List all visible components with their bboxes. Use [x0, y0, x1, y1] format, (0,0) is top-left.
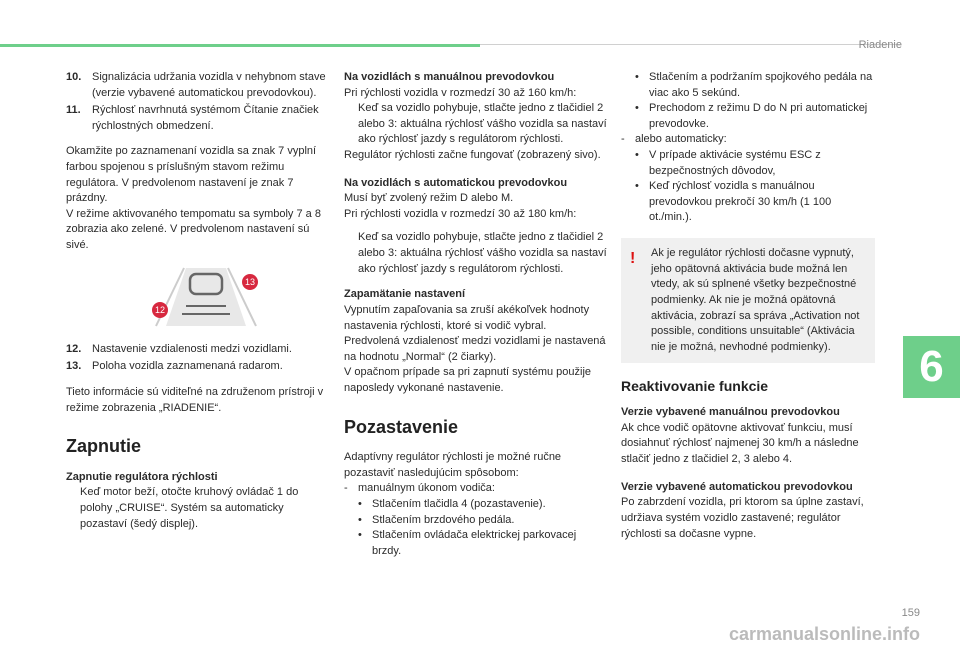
instruction-step: Keď sa vozidlo pohybuje, stlačte jedno z tlačidiel 2 alebo 3: aktuálna rýchlosť vášho vozidla sa nastaví ako rýchlosť jazdy s regulátorom rýchlosti.: [344, 230, 608, 277]
column-3: [621, 70, 875, 550]
subheading: Zapamätanie nastavení: [344, 288, 466, 301]
list-item: • V prípade aktivácie systému ESC z bezpečnostných dôvodov,: [635, 149, 821, 177]
paragraph: Pri rýchlosti vozidla v rozmedzí 30 až 160 km/h:: [344, 86, 577, 99]
arrow-icon: [66, 485, 80, 532]
list-item: • Prechodom z režimu D do N pri automatickej prevodovke.: [635, 102, 868, 130]
paragraph: Ak chce vodič opätovne aktivovať funkciu, musí dosiahnuť rýchlosť najmenej 30 km/h a následne stlačiť jedno z tlačidiel 2, 3 alebo 4.: [621, 421, 859, 466]
legend-item-12: 12. Nastavenie vzdialenosti medzi vozidlami.: [66, 342, 292, 355]
subheading: Na vozidlách s manuálnou prevodovkou: [344, 71, 555, 83]
paragraph: Adaptívny regulátor rýchlosti je možné ručne pozastaviť nasledujúcim spôsobom:: [344, 451, 562, 479]
heading-zapnutie: Zapnutie: [66, 436, 141, 457]
list-item: • Keď rýchlosť vozidla s manuálnou prevodovkou prekročí 30 km/h (1 100 ot./min.).: [635, 180, 832, 224]
subheading: Na vozidlách s automatickou prevodovkou: [344, 176, 568, 189]
arrow-icon: [344, 101, 358, 148]
warning-box: ! Ak je regulátor rýchlosti dočasne vypnutý, jeho opätovná aktivácia bude možná len vtedy, ak sú splnené všetky bezpečnostné podmienky. Ak nie je možná opätovná aktivácia, zobrazí sa správa „Activation not possible, conditions unsuitable“ (Aktivácia nie je možná, nevhodné podmienky).: [621, 238, 875, 363]
list-item: - alebo automaticky:: [621, 133, 727, 146]
paragraph: Po zabrzdení vozidla, pri ktorom sa úplne zastaví, udržiava systém vozidlo zastavené; regulátor rýchlosti sa dočasne vypne.: [621, 496, 864, 540]
list-item: • Stlačením tlačidla 4 (pozastavenie).: [358, 497, 546, 510]
subheading: Zapnutie regulátora rýchlosti: [66, 470, 218, 483]
page-number: 159: [901, 607, 920, 619]
chapter-tab: 6: [903, 336, 960, 398]
column-1: [66, 70, 330, 532]
paragraph: Regulátor rýchlosti začne fungovať (zobrazený sivo).: [344, 149, 601, 162]
paragraph: V režime aktivovaného tempomatu sa symboly 7 a 8 zobrazia ako zelené. V predvolenom nastavení sú sivé.: [66, 207, 321, 252]
watermark: carmanualsonline.info: [728, 624, 920, 644]
paragraph: Vypnutím zapaľovania sa zruší akékoľvek hodnoty nastavenia rýchlosti, ktoré si vodič vybral.: [344, 303, 590, 332]
legend-item-13: 13. Poloha vozidla zaznamenaná radarom.: [66, 360, 283, 373]
heading-pozastavenie: Pozastavenie: [344, 416, 459, 437]
radar-illustration: [146, 266, 266, 328]
legend-item-11: 11. Rýchlosť navrhnutá systémom Čítanie značiek rýchlostných obmedzení.: [66, 104, 319, 132]
top-divider: [480, 44, 900, 45]
section-title: Riadenie: [858, 39, 902, 51]
instruction-step: Keď motor beží, otočte kruhový ovládač 1 do polohy „CRUISE“. Systém sa automaticky pozastaví (šedý displej).: [66, 485, 330, 532]
paragraph: Pri rýchlosti vozidla v rozmedzí 30 až 180 km/h:: [344, 207, 577, 220]
arrow-icon: [344, 230, 358, 277]
instruction-step: Keď sa vozidlo pohybuje, stlačte jedno z tlačidiel 2 alebo 3: aktuálna rýchlosť vášho vozidla sa nastaví ako rýchlosť jazdy s regulátorom rýchlosti.: [344, 101, 608, 148]
list-item: • Stlačením a podržaním spojkového pedála na viac ako 5 sekúnd.: [635, 71, 873, 99]
paragraph: Tieto informácie sú viditeľné na združenom prístroji v režime zobrazenia „RIADENIE“.: [66, 385, 324, 414]
list-item: • Stlačením ovládača elektrickej parkovacej brzdy.: [358, 529, 577, 557]
top-accent-bar: [0, 44, 480, 47]
paragraph: Predvolená vzdialenosť medzi vozidlami je nastavená na hodnotu „Normal“ (2 čiarky).: [344, 335, 606, 363]
subheading: Verzie vybavené manuálnou prevodovkou: [621, 406, 840, 419]
legend-item-10: 10. Signalizácia udržania vozidla v nehybnom stave (verzie vybavené automatickou prevodovkou).: [66, 71, 326, 99]
callout-13: 13: [244, 276, 256, 287]
list-item: - manuálnym úkonom vodiča:: [344, 482, 495, 495]
warning-icon: !: [630, 250, 636, 268]
callout-12: 12: [154, 304, 166, 315]
column-2: [344, 70, 608, 559]
subheading: Verzie vybavené automatickou prevodovkou: [621, 480, 853, 493]
paragraph: Okamžite po zaznamenaní vozidla sa znak 7 vyplní farbou spojenou s príslušným stavom režimu regulátora. V predvolenom nastavení je znak 7 prázdny.: [66, 145, 317, 205]
paragraph: Musí byť zvolený režim D alebo M.: [344, 192, 514, 205]
heading-reaktivovanie: Reaktivovanie funkcie: [621, 378, 769, 395]
paragraph: V opačnom prípade sa pri zapnutí systému použije naposledy vykonané nastavenie.: [344, 366, 592, 394]
list-item: • Stlačením brzdového pedála.: [358, 513, 515, 526]
